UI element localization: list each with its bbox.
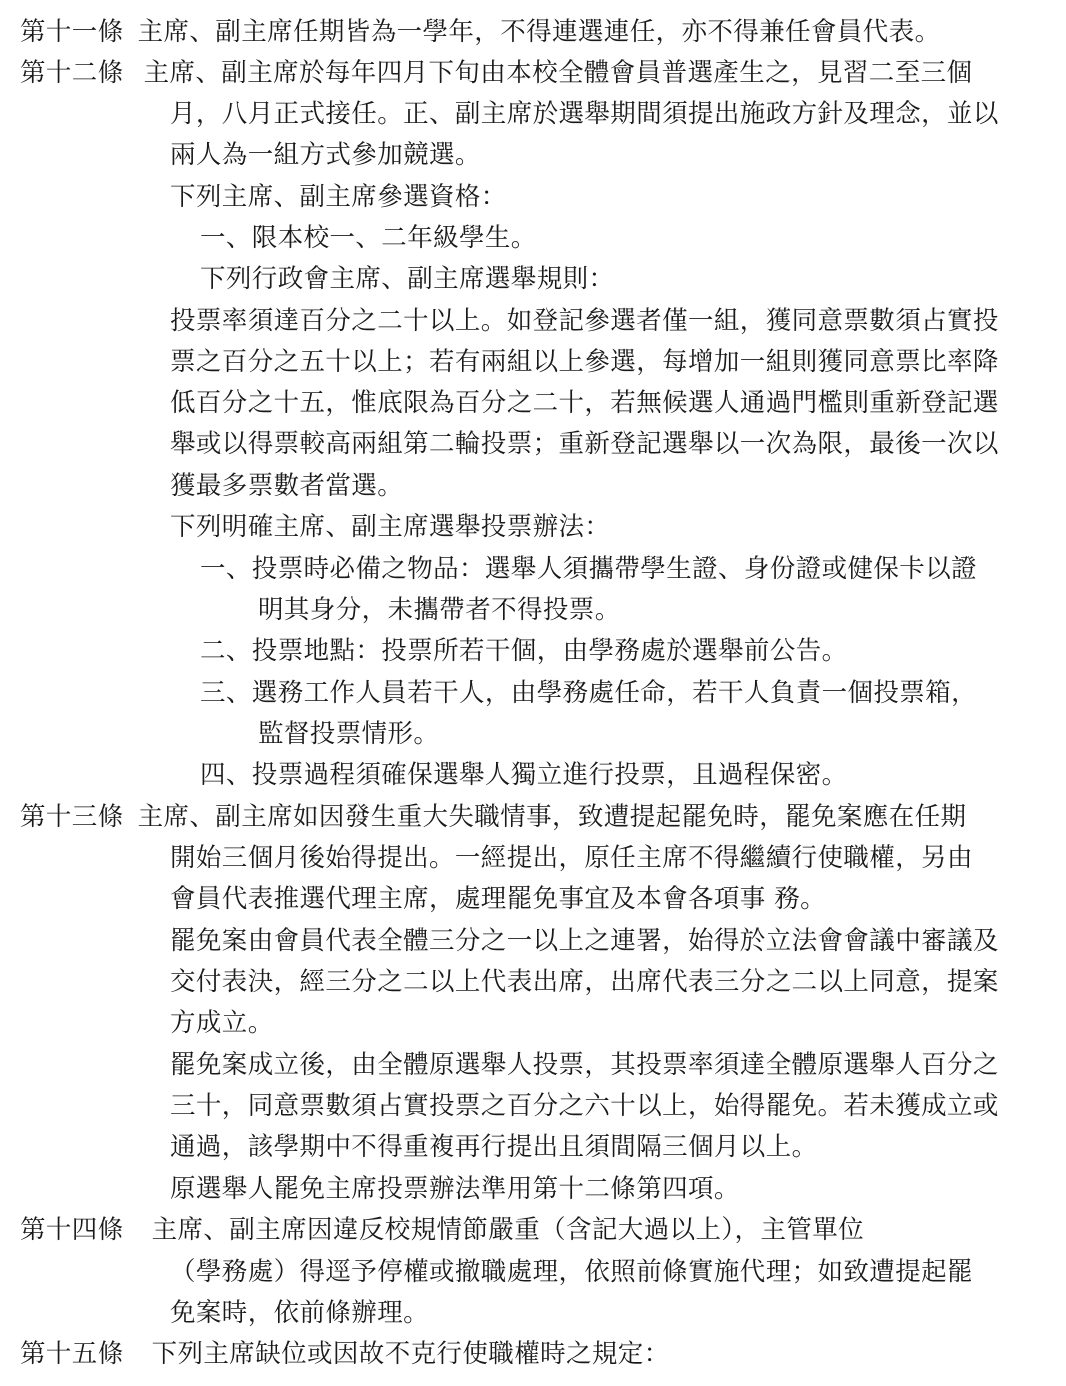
article-14-line-2: （學務處）得逕予停權或撤職處理，依照前條實施代理；如致遭提起罷 [170, 1257, 973, 1287]
article-15-line-1 [20, 1334, 670, 1375]
article-12-rules-line-3: 低百分之十五，惟底限為百分之二十，若無候選人通過門檻則重新登記選 [170, 388, 999, 418]
article-13-line-9: 通過，該學期中不得重複再行提出且須間隔三個月以上。 [170, 1132, 818, 1162]
article-12-voting-item-1: 一、投票時必備之物品：選舉人須攜帶學生證、身份證或健保卡以證 [200, 554, 978, 584]
article-12-rules-line-4: 舉或以得票較高兩組第二輪投票；重新登記選舉以一次為限，最後一次以 [170, 429, 999, 459]
article-12-rules-line-5: 獲最多票數者當選。 [170, 471, 404, 501]
article-13-line-3: 會員代表推選代理主席，處理罷免事宜及本會各項事 務。 [170, 884, 827, 914]
article-number: 第十二條 [20, 58, 124, 88]
article-number: 第十五條 [20, 1339, 124, 1369]
article-13-line-1 [20, 797, 966, 838]
article-text: 主席、副主席因違反校規情節嚴重（含記大過以上），主管單位 [151, 1215, 865, 1245]
article-12-voting-item-4: 四、投票過程須確保選舉人獨立進行投票，且過程保密。 [200, 760, 848, 790]
article-14-line-1 [20, 1210, 864, 1251]
article-12-voting-item-2: 二、投票地點：投票所若干個，由學務處於選舉前公告。 [200, 636, 848, 666]
article-12-eligibility-heading: 下列主席、副主席參選資格： [170, 182, 507, 212]
article-12-voting-heading: 下列明確主席、副主席選舉投票辦法： [170, 512, 611, 542]
article-12-rules-heading: 下列行政會主席、副主席選舉規則： [200, 264, 615, 294]
article-number: 第十一條 [20, 17, 124, 47]
article-14-line-3: 免案時，依前條辦理。 [170, 1298, 430, 1328]
article-text: 下列主席缺位或因故不克行使職權時之規定： [151, 1339, 670, 1369]
article-12-line-1 [20, 53, 972, 94]
article-13-line-8: 三十，同意票數須占實投票之百分之六十以上，始得罷免。若未獲成立或 [170, 1091, 999, 1121]
article-text: 主席、副主席於每年四月下旬由本校全體會員普選產生之，見習二至三個 [143, 58, 973, 88]
article-12-rules-line-1: 投票率須達百分之二十以上。如登記參選者僅一組，獲同意票數須占實投 [170, 306, 999, 336]
article-13-line-7: 罷免案成立後，由全體原選舉人投票，其投票率須達全體原選舉人百分之 [170, 1050, 999, 1080]
article-13-line-2: 開始三個月後始得提出。一經提出，原任主席不得繼續行使職權，另由 [170, 843, 973, 873]
article-12-line-2: 月，八月正式接任。正、副主席於選舉期間須提出施政方針及理念，並以 [170, 99, 999, 129]
article-11-line-1 [20, 12, 941, 53]
article-12-voting-item-3: 三、選務工作人員若干人，由學務處任命，若干人負責一個投票箱， [200, 678, 978, 708]
article-number: 第十四條 [20, 1215, 124, 1245]
article-text: 主席、副主席如因發生重大失職情事，致遭提起罷免時，罷免案應在任期 [137, 802, 967, 832]
article-13-line-4: 罷免案由會員代表全體三分之一以上之連署，始得於立法會會議中審議及 [170, 926, 999, 956]
article-12-line-3: 兩人為一組方式參加競選。 [170, 140, 481, 170]
article-12-voting-item-1-cont: 明其身分，未攜帶者不得投票。 [258, 595, 621, 625]
article-12-eligibility-item-1: 一、限本校一、二年級學生。 [200, 223, 537, 253]
article-13-line-10: 原選舉人罷免主席投票辦法準用第十二條第四項。 [170, 1174, 740, 1204]
article-text: 主席、副主席任期皆為一學年，不得連選連任，亦不得兼任會員代表。 [137, 17, 941, 47]
article-13-line-6: 方成立。 [170, 1008, 274, 1038]
article-number: 第十三條 [20, 802, 124, 832]
article-13-line-5: 交付表決，經三分之二以上代表出席，出席代表三分之二以上同意，提案 [170, 967, 999, 997]
article-12-rules-line-2: 票之百分之五十以上；若有兩組以上參選，每增加一組則獲同意票比率降 [170, 347, 999, 377]
article-12-voting-item-3-cont: 監督投票情形。 [258, 719, 440, 749]
